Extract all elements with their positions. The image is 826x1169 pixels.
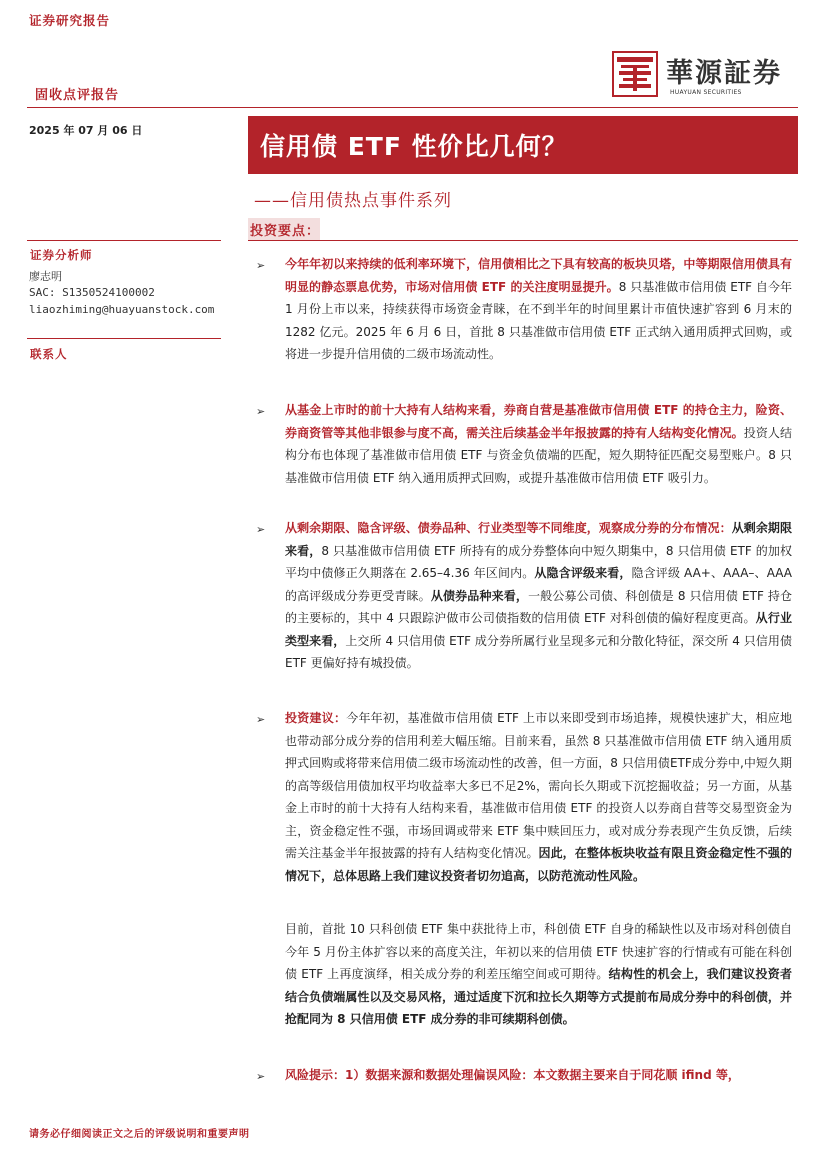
key-point-paragraph	[285, 517, 792, 675]
dimension-label-maturity: 从剩余期限来看，	[285, 521, 792, 558]
key-point-highlight: 从基金上市时的前十大持有人结构来看，券商自营是基准做市信用债 ETF 的持仓主力，险资、券商资管等其他非银参与度不高，需关注后续基金半年报披露的持有人结构变化情况。	[285, 403, 792, 440]
dimension-label-industry: 从行业类型来看，	[285, 611, 792, 648]
header-divider	[27, 107, 798, 108]
contact-section-title: 联系人	[30, 347, 68, 361]
key-points-header	[248, 218, 798, 241]
risk-warning-paragraph	[285, 1064, 792, 1087]
key-point-conclusion: 因此，在整体板块收益有限且资金稳定性不强的情况下，总体思路上我们建议投资者切勿追高，以防范流动性风险。	[285, 846, 792, 883]
dimension-label-bond-type: 从债券品种来看，	[430, 588, 529, 603]
document-type-label: 证券研究报告	[29, 13, 111, 28]
risk-warning-text: 风险提示：1）数据来源和数据处理偏误风险：本文数据主要来自于同花顺 ifind 等，	[285, 1068, 740, 1082]
report-title: 信用债 ETF 性价比几何？	[260, 132, 568, 161]
analyst-email[interactable]: liaozhiming@huayuanstock.com	[29, 303, 215, 316]
key-point-highlight: 从剩余期限、隐含评级、债券品种、行业类型等不同维度，观察成分券的分布情况：	[285, 521, 732, 535]
investment-advice-label: 投资建议：	[285, 711, 347, 725]
key-point-text: 8 只基准做市信用债 ETF 所持有的成分券整体向中短久期集中，8 只信用债 ETF 的加权平均中债修正久期落在 2.65–4.36 年区间内。	[285, 543, 792, 580]
sidebar-divider	[27, 240, 221, 241]
report-subtitle: ——信用债热点事件系列	[254, 191, 452, 211]
key-point-text: 投资人结构分布也体现了基准做市信用债 ETF 与资金负债端的匹配，短久期特征匹配交易型账户。8 只基准做市信用债 ETF 纳入通用质押式回购，或提升基准做市信用债 ETF 吸引力。	[285, 425, 792, 485]
logo-name: 華源証券	[666, 58, 782, 89]
report-type-label: 固收点评报告	[35, 88, 120, 103]
key-point-highlight: 今年年初以来持续的低利率环境下，信用债相比之下具有较高的板块贝塔，中等期限信用债具有明显的静态票息优势，市场对信用债 ETF 的关注度明显提升。	[285, 257, 792, 294]
analyst-section-title: 证券分析师	[30, 248, 93, 262]
bullet-arrow-icon: ➢	[256, 259, 266, 272]
huayuan-seal-icon	[612, 51, 658, 97]
bullet-arrow-icon: ➢	[256, 405, 266, 418]
key-point-conclusion: 结构性的机会上，我们建议投资者结合负债端属性以及交易风格，通过适度下沉和拉长久期等方式提前布局成分券中的科创债，并抢配同为 8 只信用债 ETF 成分券的非可续期科创债。	[285, 967, 792, 1026]
analyst-name: 廖志明	[29, 270, 62, 283]
key-point-text: 8 只基准做市信用债 ETF 自今年 1 月份上市以来，持续获得市场资金青睐，在不到半年的时间里累计市值快速扩容到 6 月末的 1282 亿元。2025 年 6 月 6 日，首批 8 只基准做市信用债 ETF 正式纳入通用质押式回购，或将进一步提升信用债的二级市场流动性。	[285, 279, 792, 361]
bullet-arrow-icon: ➢	[256, 713, 266, 726]
dimension-label-rating: 从隐含评级来看，	[534, 566, 632, 580]
disclaimer-footer: 请务必仔细阅读正文之后的评级说明和重要声明	[29, 1129, 250, 1140]
key-point-paragraph	[285, 399, 792, 489]
title-banner	[248, 116, 798, 174]
bullet-arrow-icon: ➢	[256, 523, 266, 536]
key-point-paragraph	[285, 253, 792, 366]
logo-english-name: HUAYUAN SECURITIES	[670, 89, 742, 96]
key-point-text: 今年年初，基准做市信用债 ETF 上市以来即受到市场追捧，规模快速扩大，相应地也带动部分成分券的信用利差大幅压缩。目前来看，虽然 8 只基准做市信用债 ETF 纳入通用质押式回购或将带来信用债二级市场流动性的改善，但一方面，8 只信用债ETF成分券中,中短久期的高等级信用债加权平均收益率大多已不足2%，需向长久期或下沉挖掘收益；另一方面，从基金上市时的前十大持有人结构来看，基准做市信用债 ETF 的投资人以券商自营等交易型资金为主，资金稳定性不强，市场回调或带来 ETF 集中赎回压力，或对成分券表现产生负反馈，后续需关注基金半年报披露的持有人结构变化情况。	[285, 711, 792, 860]
key-point-paragraph	[285, 918, 792, 1031]
key-points-label: 投资要点：	[250, 224, 321, 239]
key-point-text: 隐含评级 AA+、AAA–、AAA 的高评级成分券更受青睐。	[285, 566, 792, 603]
key-point-text: 上交所 4 只信用债 ETF 成分券所属行业呈现多元和分散化特征，深交所 4 只信用债 ETF 更偏好持有城投债。	[285, 633, 792, 670]
report-date: 2025 年 07 月 06 日	[29, 124, 143, 137]
bullet-arrow-icon: ➢	[256, 1070, 266, 1083]
key-point-text: 目前，首批 10 只科创债 ETF 集中获批待上市，科创债 ETF 自身的稀缺性以及市场对科创债自今年 5 月份主体扩容以来的高度关注，年初以来的信用债 ETF 快速扩容的行情或有可能在科创债 ETF 上再度演绎，相关成分券的利差压缩空间或可期待。	[285, 922, 792, 981]
key-point-paragraph	[285, 707, 792, 887]
huayuan-logo	[612, 51, 792, 101]
sidebar-divider	[27, 338, 221, 339]
key-point-text: 一般公募公司债、科创债是 8 只信用债 ETF 持仓的主要标的，其中 4 只跟踪沪做市公司债指数的信用债 ETF 对科创债的偏好程度更高。	[285, 588, 792, 625]
analyst-sac-number: SAC: S1350524100002	[29, 286, 155, 299]
